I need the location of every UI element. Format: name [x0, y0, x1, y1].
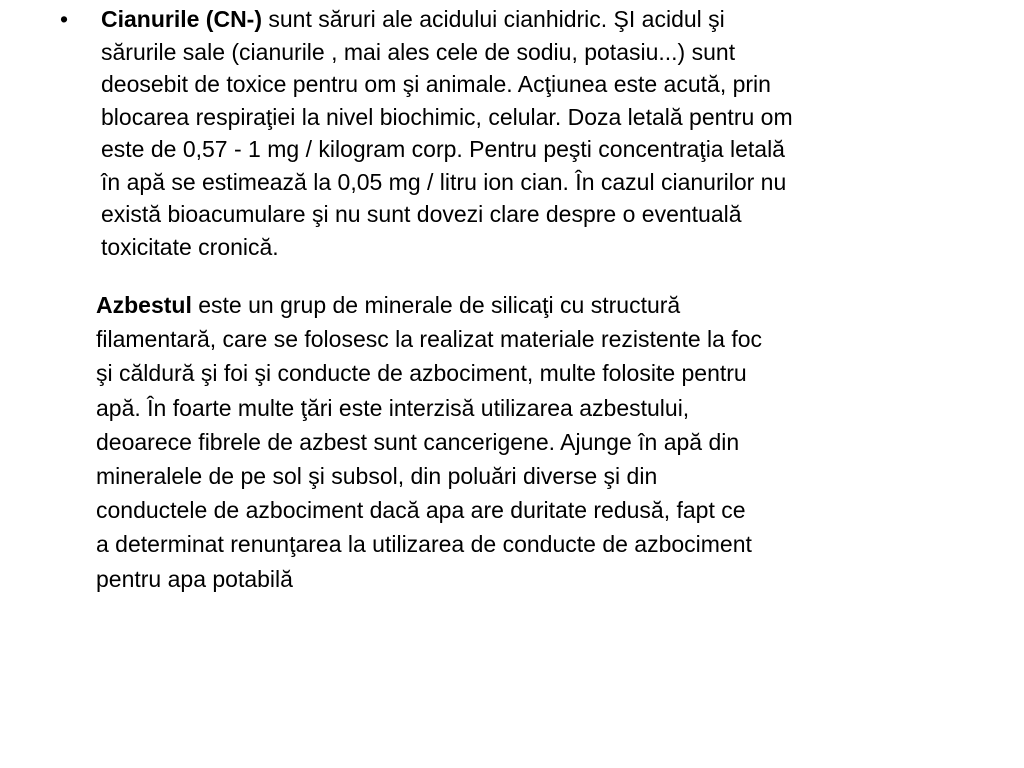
cyanide-line-8: toxicitate cronică.: [101, 233, 279, 260]
asbestos-line-2: filamentară, care se folosesc la realizat materiale rezistente la foc: [96, 326, 763, 353]
cyanide-line-2: sărurile sale (cianurile , mai ales cele de sodiu, potasiu...) sunt: [101, 38, 736, 65]
cyanide-line-1-text: sunt săruri ale acidului cianhidric. ŞI acidul şi: [262, 6, 725, 32]
bullet-marker: •: [60, 6, 69, 32]
asbestos-line-6: mineralele de pe sol şi subsol, din poluări diverse şi din: [96, 463, 658, 490]
cyanide-term: Cianurile (CN-): [101, 6, 262, 32]
cyanide-line-4: blocarea respiraţiei la nivel biochimic, celular. Doza letală pentru om: [101, 103, 793, 130]
asbestos-term: Azbestul: [96, 292, 192, 318]
cyanide-line-6: în apă se estimează la 0,05 mg / litru ion cian. În cazul cianurilor nu: [101, 168, 787, 195]
cyanide-paragraph: [101, 3, 967, 263]
cyanide-line-5: este de 0,57 - 1 mg / kilogram corp. Pentru peşti concentraţia letală: [101, 136, 785, 162]
asbestos-line-4: apă. În foarte multe ţări este interzisă utilizarea azbestului,: [96, 394, 690, 421]
cyanide-line-3: deosebit de toxice pentru om şi animale. Acţiunea este acută, prin: [101, 71, 771, 97]
asbestos-line-5: deoarece fibrele de azbest sunt cancerigene. Ajunge în apă din: [96, 428, 740, 455]
asbestos-line-7: conductele de azbociment dacă apa are duritate redusă, fapt ce: [96, 497, 746, 524]
asbestos-line-1-text: este un grup de minerale de silicaţi cu structură: [191, 292, 681, 318]
asbestos-line-9: pentru apa potabilă: [96, 565, 293, 592]
cyanide-bullet-item: [60, 3, 970, 263]
asbestos-line-3: şi căldură şi foi şi conducte de azbociment, multe folosite pentru: [96, 360, 747, 387]
asbestos-paragraph: [96, 288, 936, 596]
cyanide-line-1: [101, 3, 967, 36]
asbestos-line-1: [96, 288, 936, 322]
cyanide-line-7: există bioacumulare şi nu sunt dovezi clare despre o eventuală: [101, 201, 742, 227]
asbestos-line-8: a determinat renunţarea la utilizarea de conducte de azbociment: [96, 531, 752, 558]
